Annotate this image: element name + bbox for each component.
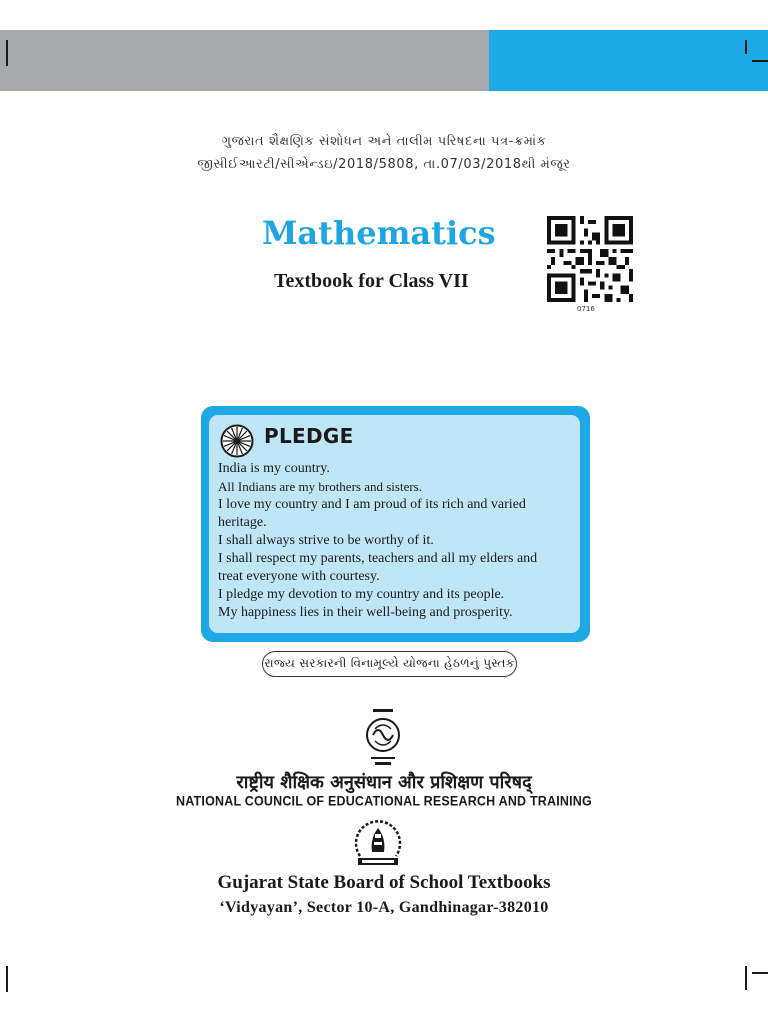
crop-mark: [6, 966, 8, 992]
header-band-gray: [0, 30, 489, 91]
board-name: Gujarat State Board of School Textbooks: [217, 872, 551, 893]
pledge-line: heritage.: [218, 515, 267, 530]
qr-code-icon: [547, 216, 633, 302]
pledge-line: I love my country and I am proud of its rich and varied: [218, 497, 526, 512]
ncert-logo-icon: [357, 705, 409, 769]
pledge-line: India is my country.: [218, 461, 330, 476]
approval-line-1: ગુજરાત શૈક્ષણિક સંશોધન અને તાલીમ પરિષદના પત્ર-ક્રમાંક: [221, 134, 547, 149]
book-subtitle: Textbook for Class VII: [274, 270, 469, 292]
crop-mark: [745, 40, 747, 54]
crop-mark: [752, 60, 768, 62]
pledge-line: I shall always strive to be worthy of it.: [218, 533, 434, 548]
board-address: ‘Vidyayan’, Sector 10-A, Gandhinagar-382010: [219, 899, 549, 916]
header-band-blue: [489, 30, 768, 91]
gsbst-emblem-icon: [346, 812, 410, 868]
pledge-line: All Indians are my brothers and sisters.: [218, 479, 422, 494]
approval-line-2: જીસીઈઆરટી/સીએન્ડઇ/2018/5808, તા.07/03/2018થી મંજૂર: [197, 157, 571, 172]
qr-code-number: 0716: [577, 305, 595, 313]
ncert-name-hindi: राष्ट्रीय शैक्षिक अनुसंधान और प्रशिक्षण परिषद्: [236, 772, 532, 793]
ncert-name-english: NATIONAL COUNCIL OF EDUCATIONAL RESEARCH AND TRAINING: [176, 793, 592, 809]
crop-mark: [745, 966, 747, 990]
crop-mark: [6, 40, 8, 66]
pledge-line: treat everyone with courtesy.: [218, 569, 380, 584]
pledge-heading: PLEDGE: [264, 424, 354, 448]
pledge-line: My happiness lies in their well-being and prosperity.: [218, 605, 513, 620]
pledge-text: [218, 460, 574, 622]
crop-mark: [752, 972, 768, 974]
pledge-line: I pledge my devotion to my country and its people.: [218, 587, 505, 602]
book-title: Mathematics: [262, 214, 496, 252]
ashoka-chakra-icon: [220, 424, 254, 458]
free-book-notice: રાજ્ય સરકારની વિનામૂલ્યે યોજના હેઠળનું પુસ્તક: [262, 651, 517, 677]
pledge-line: I shall respect my parents, teachers and all my elders and: [218, 551, 538, 566]
